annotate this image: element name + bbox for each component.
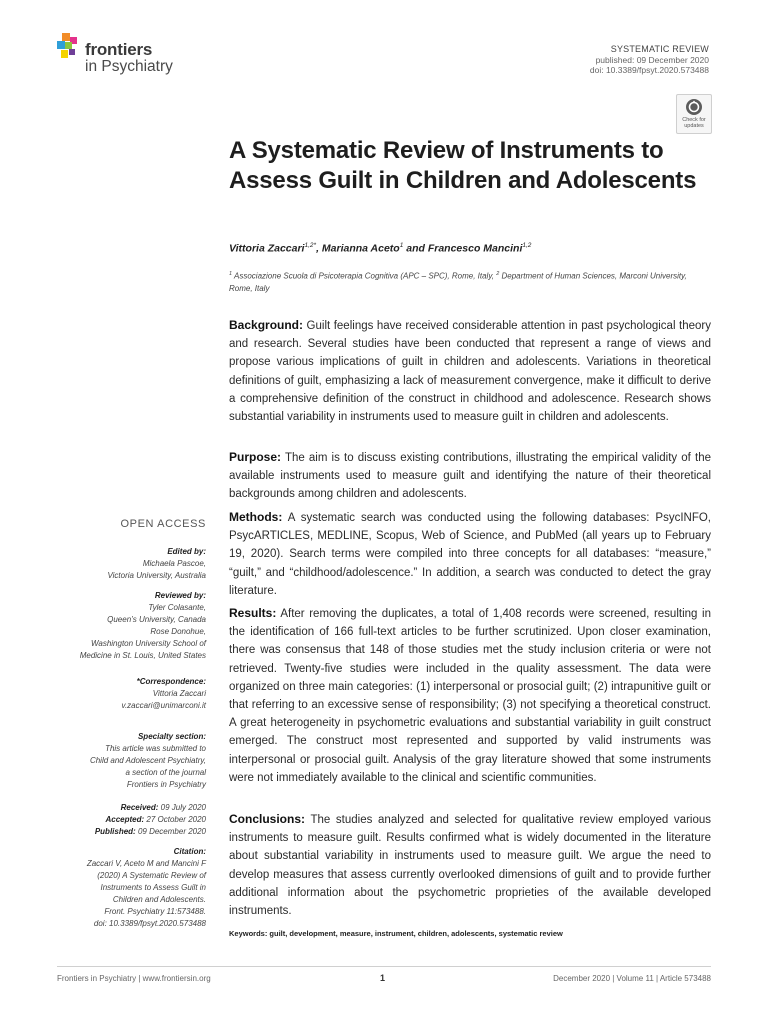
abstract-conclusions: Conclusions: The studies analyzed and selected for qualitative review employed various instruments to measure guilt. Results confirmed what is widely documented in the literature about substantial variability in instruments used to measure guilt. We argue the need to develop measures that assess currently overlooked dimensions of guilt and to provide further additional information about the psychometric proprieties of the available developed instruments. bbox=[229, 812, 711, 918]
affiliations: $^1$ Associazione Scuola di Psicoterapia Cognitiva (APC – SPC), Rome, Italy, $^2$ Department of Human Sciences, Marconi University, Rome, Italy bbox=[229, 271, 687, 293]
article-header-meta bbox=[590, 44, 709, 76]
section-label: Background: bbox=[229, 318, 304, 332]
keywords: Keywords: guilt, development, measure, instrument, children, adolescents, systematic review bbox=[229, 929, 563, 938]
footer-journal-link[interactable]: Frontiers in Psychiatry | www.frontiersin.org bbox=[57, 974, 211, 983]
specialty-section: Specialty section: This article was submitted to Child and Adolescent Psychiatry, a section of the journal Frontiers in Psychiatry bbox=[89, 732, 206, 789]
published-date: published: 09 December 2020 bbox=[595, 54, 709, 65]
check-updates-icon bbox=[685, 98, 703, 116]
section-label: Conclusions: bbox=[229, 812, 306, 826]
check-for-updates-button[interactable] bbox=[676, 94, 712, 134]
section-label: Methods: bbox=[229, 510, 283, 524]
correspondence-email[interactable]: v.zaccari@unimarconi.it bbox=[121, 701, 206, 710]
footer-divider bbox=[57, 966, 711, 967]
author-name[interactable]: Vittoria Zaccari bbox=[229, 242, 305, 255]
citation-doi[interactable]: doi: 10.3389/fpsyt.2020.573488 bbox=[93, 919, 206, 928]
article-doi[interactable]: doi: 10.3389/fpsyt.2020.573488 bbox=[589, 65, 709, 75]
article-type: SYSTEMATIC REVIEW bbox=[610, 44, 709, 54]
journal-brand: frontiers bbox=[85, 40, 153, 59]
journal-logo[interactable] bbox=[57, 33, 197, 79]
check-updates-label: Check for updates bbox=[682, 117, 706, 129]
article-title: A Systematic Review of Instruments to Assess Guilt in Children and Adolescents bbox=[229, 137, 697, 194]
frontiers-logo-icon bbox=[57, 33, 81, 59]
author-list: Vittoria Zaccari$^{1,2*}$, Marianna Aceto$^1$ and Francesco Mancini$^{1,2}$ bbox=[229, 242, 532, 255]
abstract-purpose: Purpose: The aim is to discuss existing contributions, illustrating the empirical validity of the available instruments used to measure guilt and identifying the nature of their theoretical backgrounds among children and adolescents. bbox=[229, 450, 711, 501]
section-label: Results: bbox=[229, 606, 277, 620]
section-label: Purpose: bbox=[229, 450, 282, 464]
open-access-label: OPEN ACCESS bbox=[120, 518, 206, 530]
abstract-background: Background: Guilt feelings have received considerable attention in past psychological theory and research. Several studies have been conducted that represent a range of views and propose various implications of guilt in children and adolescents. Variations in theoretical definitions of guilt, emphasizing a lack of measurement convergence, make it difficult to derive a comprehensive definition of the construct in childhood and adolescence. Research shows substantial variability in instruments used to measure guilt in children and adolescents. bbox=[229, 318, 711, 424]
author-name[interactable]: Marianna Aceto bbox=[321, 242, 400, 255]
abstract-results: Results: After removing the duplicates, a total of 1,408 records were screened, resulting in the identification of 166 full-text articles to be further scrutinized. Upon closer examination, there was consensus that 148 of those studies met the study inclusion criteria or were not retrieved. Twenty-five studies were included in the quality assessment. The data were organized on three main categories: (1) interpersonal or prosocial guilt; (2) intrapunitive guilt or that referring to an excessive sense of responsibility; (3) not specifying a theoretical construct. A great heterogeneity in psychometric evaluations and substantial variability in guilt construct emerged. The construct most represented and supported by valid instruments was interpersonal or prosocial guilt. Analysis of the gray literature showed that some instruments were not immediately available to the clinical and scientific communities. bbox=[229, 606, 711, 784]
reviewed-by: Reviewed by: Tyler Colasante, Queen’s University, Canada Rose Donohue, Washington University School of Medicine in St. Louis, United States bbox=[79, 591, 206, 660]
journal-name: in Psychiatry bbox=[85, 58, 173, 75]
article-dates: Received: 09 July 2020 Accepted: 27 October 2020 Published: 09 December 2020 bbox=[94, 803, 206, 836]
citation: Citation: Zaccari V, Aceto M and Mancini F (2020) A Systematic Review of Instruments to Assess Guilt in Children and Adolescents. Front. Psychiatry 11:573488. doi: 10.3389/fpsyt.2020.573488 bbox=[40, 846, 206, 930]
correspondence: *Correspondence: Vittoria Zaccari v.zaccari@unimarconi.it bbox=[40, 676, 206, 712]
edited-by: Edited by: Michaela Pascoe, Victoria University, Australia bbox=[107, 547, 206, 580]
author-name[interactable]: Francesco Mancini bbox=[427, 242, 523, 255]
abstract-methods: Methods: A systematic search was conducted using the following databases: PsycINFO, PsycARTICLES, MEDLINE, Scopus, Web of Science, and PubMed (all years up to February 19, 2020). Search terms were compiled into three concepts for all databases: “measure,” “guilt,” and “childhood/adolescence.” In addition, a search was conducted to detect the gray literature. bbox=[229, 510, 711, 597]
footer-issue-info: December 2020 | Volume 11 | Article 573488 bbox=[553, 974, 711, 983]
page-number: 1 bbox=[380, 973, 386, 983]
